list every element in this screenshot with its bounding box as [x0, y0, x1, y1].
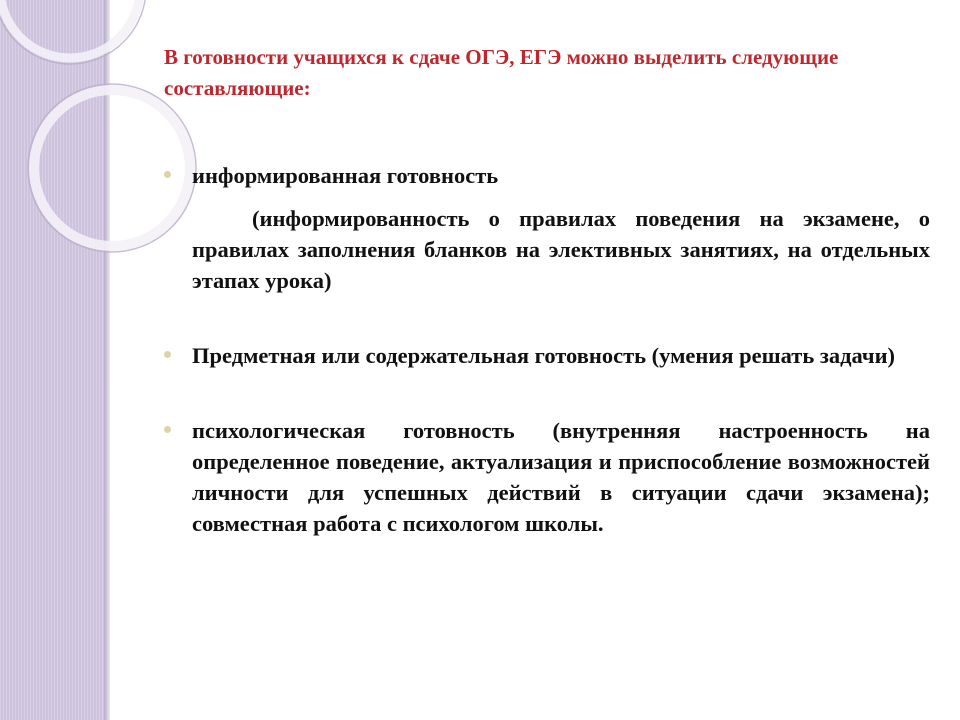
bullet-detail-text: (информированность о правилах поведения на экзамене, о правилах заполнения бланков на элективных занятиях, на отдельных этапах урока)	[192, 206, 930, 293]
bullet-text: Предметная или содержательная готовность (умения решать задачи)	[192, 343, 896, 368]
bullet-dot-icon	[164, 351, 171, 358]
bullet-detail-container	[160, 203, 930, 296]
bullet-heading: информированная готовность	[192, 163, 499, 188]
bullet-dot-icon	[164, 426, 171, 433]
bullet-item-subject	[160, 340, 930, 371]
bullet-text: психологическая готовность (внутренняя настроенность на определенное поведение, актуализация и приспособление возможностей личности для успешных действий в ситуации сдачи экзамена); совместная работа с психологом школы.	[192, 418, 930, 536]
bullet-dot-icon	[164, 171, 171, 178]
slide-title: В готовности учащихся к сдаче ОГЭ, ЕГЭ можно выделить следующие составляющие:	[164, 45, 839, 100]
bullet-item-psychological	[160, 415, 930, 539]
bullet-list	[160, 160, 930, 539]
bullet-item-informational	[160, 160, 930, 191]
decorative-ring-top	[0, 0, 140, 58]
